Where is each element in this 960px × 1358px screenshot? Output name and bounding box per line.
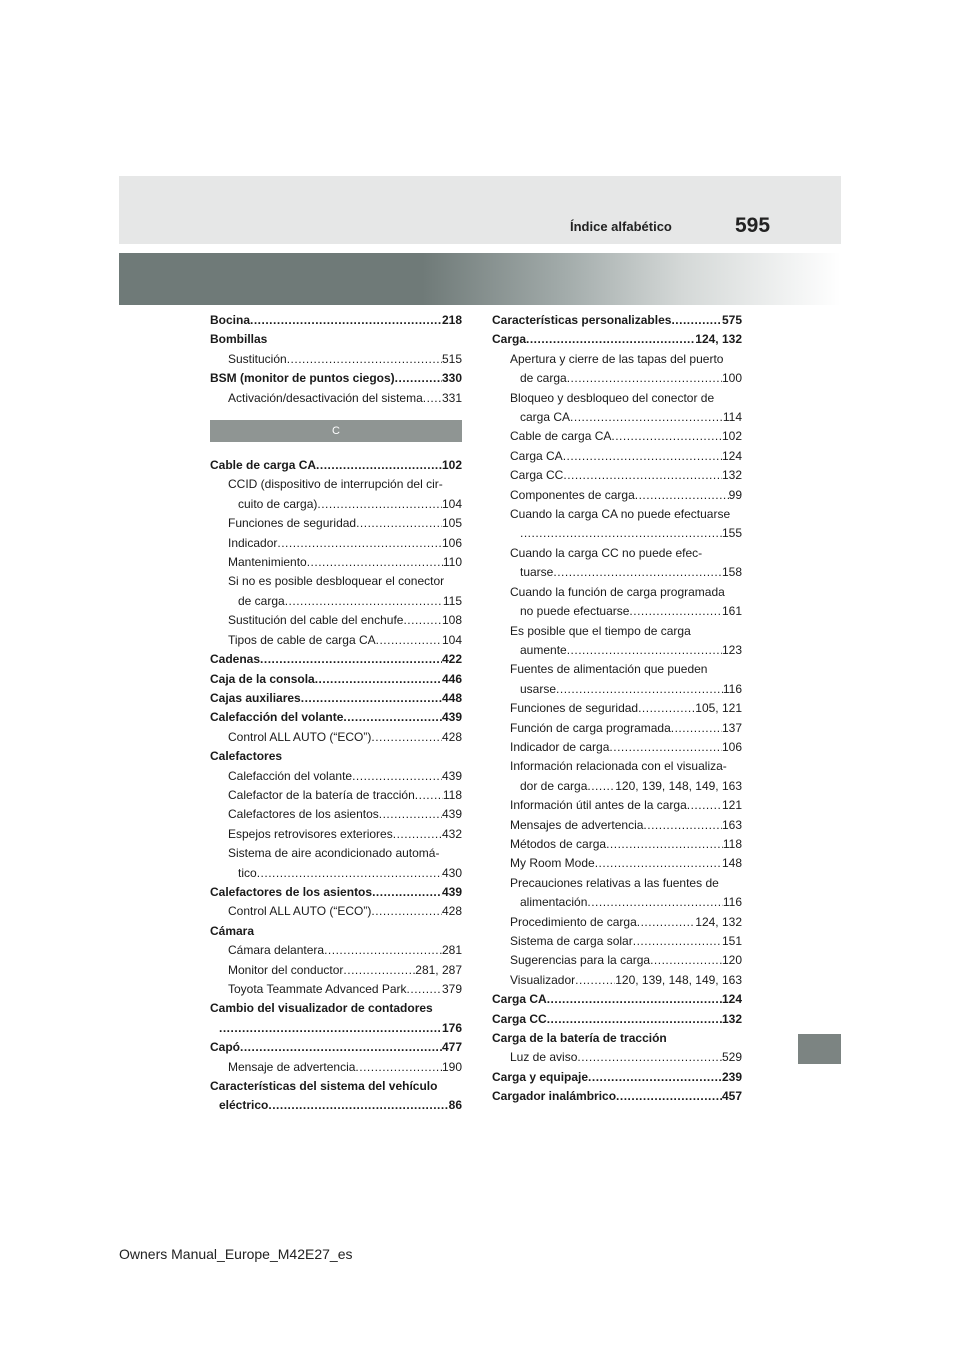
entry-term: de carga [520,371,567,386]
dot-leader [393,825,442,844]
entry-page-ref: 515 [441,351,462,366]
entry-page-ref: 115 [442,593,462,608]
entry-page-ref: 430 [441,865,462,880]
dot-leader [371,902,442,921]
entry-term: Mensaje de advertencia [228,1059,356,1074]
dot-leader [372,883,442,902]
entry-term: dor de carga [520,778,588,793]
dot-leader [611,427,722,446]
entry-term: tuarse [520,565,554,580]
entry-page-ref: 422 [441,652,462,667]
dot-leader [285,592,443,611]
index-entry [210,689,462,708]
dot-leader [315,670,442,689]
entry-page-ref: 457 [721,1089,742,1104]
entry-term: Apertura y cierre de las tapas del puerto [510,351,724,366]
letter-divider [210,420,462,442]
entry-term: Cuando la carga CA no puede efectuarse [510,507,731,522]
index-entry [210,961,462,980]
index-entry [492,971,742,990]
index-entry [210,389,462,408]
entry-term: Calefactores [210,749,283,764]
dot-leader [563,447,722,466]
entry-term: Sistema de aire acondicionado automá- [228,846,440,861]
index-entry [492,893,742,912]
entry-page-ref: 102 [441,458,462,473]
index-entry [210,650,462,669]
index-entry [492,854,742,873]
entry-page-ref: 151 [721,934,742,948]
index-entry [210,572,462,591]
index-entry [210,825,462,844]
dot-leader [635,486,729,505]
dot-leader [250,311,442,330]
entry-page-ref: 120, 139, 148, 149, 163 [615,972,742,987]
index-entry [210,369,462,388]
entry-page-ref: 102 [721,429,742,444]
entry-page-ref: 218 [441,313,462,327]
entry-term: Procedimiento de carga [510,914,637,929]
index-entry [210,844,462,863]
entries-before-letter [210,311,462,408]
entry-term: Cambio del visualizador de contadores [210,1001,433,1016]
dot-leader [260,650,442,669]
dot-leader [379,805,442,824]
entry-page-ref: 163 [721,817,742,832]
dot-leader [637,913,696,932]
entry-page-ref: 105 [441,516,462,531]
entry-term: Indicador de carga [510,739,610,754]
entry-term: Calefacción del volante [228,768,353,783]
index-entry [492,738,742,757]
index-column-right [492,311,742,1107]
entry-page-ref: 116 [722,895,742,910]
index-entry [492,1068,742,1087]
index-entry [210,330,462,349]
entry-term: Información útil antes de la carga [510,798,687,813]
entry-term: Calefactores de los asientos [210,884,373,899]
index-entry [210,786,462,805]
index-entry [492,408,742,427]
entry-page-ref: 121 [721,798,742,813]
dot-leader [240,1038,442,1057]
index-entry [492,835,742,854]
entry-page-ref: 104 [441,496,462,511]
entry-term: Sistema de carga solar [510,934,633,948]
dot-leader [570,408,723,427]
index-column-left [210,311,462,1116]
dot-leader [257,864,442,883]
entry-page-ref: 116 [722,681,742,696]
entry-page-ref: 105, 121 [695,701,742,716]
dot-leader [423,389,442,408]
entry-page-ref: 108 [441,613,462,628]
dot-leader [301,689,442,708]
entry-term: Funciones de seguridad [510,701,639,716]
entry-page-ref: 330 [441,371,462,386]
entry-term: Espejos retrovisores exteriores [228,826,393,841]
index-entry [210,708,462,727]
entry-page-ref: 281, 287 [415,962,462,977]
index-entry [210,495,462,514]
index-entry [492,350,742,369]
dot-leader [633,932,722,951]
entry-term: Caja de la consola [210,671,315,686]
entry-page-ref: 86 [448,1098,462,1113]
entry-term: aumente [520,642,567,657]
entry-term: Control ALL AUTO (“ECO”) [228,904,372,919]
entry-term: CCID (dispositivo de interrupción del cir- [228,477,443,492]
entry-page-ref: 110 [442,555,462,570]
dot-leader [316,456,442,475]
entry-term: Carga CC [510,468,564,483]
letter-divider-label: C [332,425,340,438]
index-entry [492,757,742,776]
index-entry [210,999,462,1018]
index-entry [210,864,462,883]
entry-term: Control ALL AUTO (“ECO”) [228,729,372,744]
index-entry [492,777,742,796]
entry-page-ref: 239 [721,1069,742,1084]
index-entry [210,980,462,999]
entry-term: Sustitución [228,351,287,366]
entry-term: Calefacción del volante [210,710,344,725]
dot-leader [553,563,722,582]
entry-term: Cajas auxiliares [210,690,301,705]
index-entry [492,524,742,543]
dot-leader [629,602,722,621]
entry-term: Tipos de cable de carga CA [228,632,376,647]
index-entry [210,1038,462,1057]
section-title: Índice alfabético [570,219,672,234]
index-entry [210,922,462,941]
dot-leader [595,854,722,873]
dot-leader [317,495,442,514]
index-entry [492,796,742,815]
dot-leader [638,699,695,718]
dot-leader [307,553,443,572]
entry-term: Cámara delantera [228,943,325,958]
entry-page-ref: 176 [441,1020,462,1035]
index-entry [492,932,742,951]
index-entry [492,874,742,893]
dot-leader [609,738,722,757]
index-entry [492,389,742,408]
index-entry [492,816,742,835]
entry-page-ref: 161 [721,604,742,619]
entry-page-ref: 439 [441,710,462,725]
entry-term: Mantenimiento [228,555,307,570]
dot-leader [547,1010,722,1029]
entry-page-ref: 158 [721,565,742,580]
dot-leader [616,1087,722,1106]
entry-term: Cable de carga CA [510,429,612,444]
entry-term: Componentes de carga [510,487,635,502]
entry-term: Sugerencias para la carga [510,953,651,968]
entry-term: Luz de aviso [510,1050,578,1065]
entry-page-ref: 137 [721,720,742,735]
dot-leader [650,951,722,970]
dot-leader [563,466,722,485]
entry-page-ref: 124, 132 [695,914,742,929]
entry-term: Precauciones relativas a las fuentes de [510,875,719,890]
entry-term: Indicador [228,535,278,550]
dot-leader [371,728,442,747]
entry-term: Carga CA [510,448,563,463]
entry-term: carga CA [520,410,571,425]
entry-page-ref: 331 [441,390,462,405]
index-entry [492,1048,742,1067]
entry-page-ref: 190 [441,1059,462,1074]
header-gradient-bar [119,253,841,305]
index-entry [210,1077,462,1096]
entry-term: Carga de la batería de tracción [492,1031,667,1046]
entry-page-ref: 106 [721,739,742,754]
entry-page-ref: 120, 139, 148, 149, 163 [615,778,742,793]
index-entry [492,680,742,699]
dot-leader [356,514,442,533]
index-entry [492,447,742,466]
index-entry [210,728,462,747]
entry-term: Cable de carga CA [210,458,317,473]
dot-leader [355,1058,442,1077]
entry-term: Carga CA [492,992,547,1007]
index-entry [492,719,742,738]
index-entry [492,699,742,718]
index-entry [492,622,742,641]
index-entry [210,631,462,650]
entry-page-ref: 439 [441,884,462,899]
index-entry [492,1029,742,1048]
entry-page-ref: 439 [441,807,462,822]
dot-leader [407,980,442,999]
entry-term: Función de carga programada [510,720,671,735]
entry-page-ref: 114 [722,410,742,425]
entry-page-ref: 446 [441,671,462,686]
entry-page-ref: 477 [441,1040,462,1055]
index-entry [492,990,742,1009]
dot-leader [575,971,615,990]
entry-term: Activación/desactivación del sistema [228,390,423,405]
entry-term: Toyota Teammate Advanced Park [228,982,407,996]
entry-term: cuito de carga) [238,496,318,511]
entry-page-ref: 379 [441,982,462,996]
dot-leader [403,611,442,630]
dot-leader [567,641,722,660]
entry-term: Características personalizables [492,313,672,327]
index-entry [492,602,742,621]
entry-term: no puede efectuarse [520,604,630,619]
entry-page-ref: 118 [722,836,742,851]
entry-term: Bocina [210,313,251,327]
index-entry [492,660,742,679]
index-entry [210,553,462,572]
entry-page-ref: 148 [721,856,742,871]
dot-leader [415,786,443,805]
entry-term: Monitor del conductor [228,962,344,977]
entry-term: usarse [520,681,557,696]
entry-term: Bombillas [210,332,268,347]
index-entry [492,330,742,349]
entry-term: Métodos de carga [510,836,607,851]
entry-term: Cargador inalámbrico [492,1089,617,1104]
entry-term: Bloqueo y desbloqueo del conector de [510,390,715,405]
entry-page-ref: 120 [721,953,742,968]
dot-leader [671,719,722,738]
dot-leader [671,311,722,330]
header-band [119,176,841,244]
index-entry [210,534,462,553]
index-entry [210,592,462,611]
index-entry [210,475,462,494]
entry-page-ref: 448 [441,690,462,705]
dot-leader [268,1096,448,1115]
entry-term: My Room Mode [510,856,595,871]
entry-term: Sustitución del cable del enchufe [228,613,404,628]
entry-term: eléctrico [219,1098,269,1113]
entry-term: Fuentes de alimentación que pueden [510,662,708,677]
entries-letter-c [210,456,462,1116]
entry-page-ref: 104 [441,632,462,647]
dot-leader [343,961,415,980]
entry-page-ref: 529 [721,1050,742,1065]
entry-page-ref: 124 [721,992,742,1007]
dot-leader [577,1048,722,1067]
entry-term: tico [238,865,257,880]
index-entry [210,902,462,921]
dot-leader [687,796,722,815]
index-entry [210,941,462,960]
entry-term: Visualizador [510,972,576,987]
index-entry [492,641,742,660]
entry-term: Es posible que el tiempo de carga [510,623,691,638]
entry-term: Carga y equipaje [492,1069,589,1084]
entry-page-ref: 99 [728,487,742,502]
entries-right [492,311,742,1107]
index-entry [492,583,742,602]
dot-leader [643,816,722,835]
index-entry [492,1010,742,1029]
index-entry [492,369,742,388]
entry-page-ref: 428 [441,729,462,744]
index-entry [492,544,742,563]
entry-page-ref: 155 [721,526,742,541]
entry-page-ref: 439 [441,768,462,783]
index-entry [210,456,462,475]
entry-term: Características del sistema del vehículo [210,1079,438,1094]
dot-leader [376,631,442,650]
page-number: 595 [735,214,771,237]
entry-page-ref: 132 [721,468,742,483]
entry-page-ref: 575 [721,313,742,327]
index-entry [492,427,742,446]
entry-page-ref: 106 [441,535,462,550]
dot-leader [287,350,442,369]
index-entry [210,805,462,824]
dot-leader [395,369,442,388]
entry-term: Cámara [210,923,255,938]
index-entry [210,350,462,369]
dot-leader [526,330,695,349]
index-entry [210,514,462,533]
index-entry [210,670,462,689]
index-entry [492,311,742,330]
index-entry [210,1096,462,1115]
index-entry [210,1058,462,1077]
entry-page-ref: 124, 132 [695,332,742,347]
entry-page-ref: 118 [442,787,462,802]
index-entry [210,747,462,766]
entry-page-ref: 432 [441,826,462,841]
entry-term: Cadenas [210,652,261,667]
index-entry [210,611,462,630]
dot-leader [587,777,615,796]
footer-manual-id: Owners Manual_Europe_M42E27_es [119,1246,353,1262]
dot-leader [352,767,442,786]
entry-term: Cuando la función de carga programada [510,584,725,599]
chapter-tab [798,1034,841,1064]
entry-term: Calefactor de la batería de tracción [228,787,415,802]
dot-leader [547,990,722,1009]
entry-term: BSM (monitor de puntos ciegos) [210,371,395,386]
dot-leader [343,708,442,727]
entry-term: Cuando la carga CC no puede efec- [510,545,703,560]
entry-page-ref: 132 [721,1011,742,1026]
index-entry [492,913,742,932]
dot-leader [219,1019,442,1038]
dot-leader [556,680,723,699]
dot-leader [588,1068,722,1087]
index-entry [210,1019,462,1038]
entry-page-ref: 123 [721,642,742,657]
dot-leader [324,941,442,960]
entry-term: de carga [238,593,285,608]
entry-term: alimentación [520,895,588,910]
index-entry [210,883,462,902]
entry-term: Funciones de seguridad [228,516,357,531]
entry-term: Información relacionada con el visualiza- [510,759,727,774]
dot-leader [567,369,722,388]
dot-leader [587,893,722,912]
dot-leader [520,524,722,543]
index-entry [492,1087,742,1106]
entry-term: Capó [210,1040,240,1055]
index-entry [492,563,742,582]
index-entry [492,951,742,970]
entry-term: Mensajes de advertencia [510,817,644,832]
index-entry [210,311,462,330]
dot-leader [277,534,442,553]
entry-page-ref: 428 [441,904,462,919]
entry-term: Carga [492,332,527,347]
entry-page-ref: 124 [721,448,742,463]
index-entry [492,486,742,505]
index-entry [492,466,742,485]
index-entry [492,505,742,524]
entry-term: Carga CC [492,1011,547,1026]
entry-term: Si no es posible desbloquear el conector [228,574,445,589]
entry-page-ref: 281 [441,943,462,958]
entry-page-ref: 100 [721,371,742,386]
index-entry [210,767,462,786]
dot-leader [606,835,723,854]
entry-term: Calefactores de los asientos [228,807,379,822]
